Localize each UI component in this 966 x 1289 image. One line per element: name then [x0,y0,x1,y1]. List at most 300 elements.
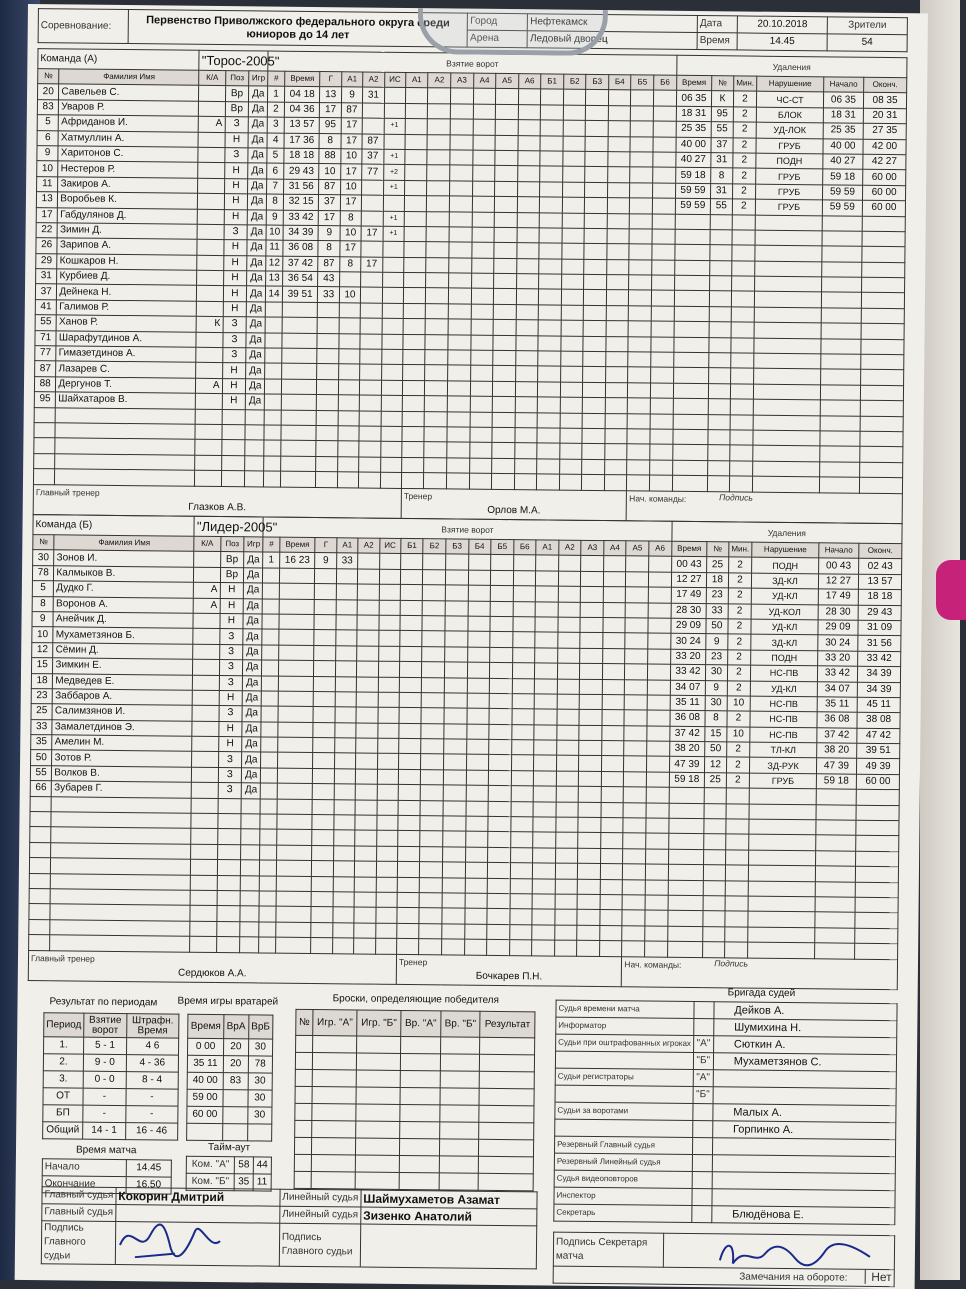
penalty-cell [703,896,725,912]
team-label: Команда (Б) [33,515,195,537]
player-played: Да [247,286,266,302]
periods-col-header: Взятие ворот [84,1013,127,1037]
onice-cell [443,847,466,863]
penalty-cell: ТЛ-КЛ [750,742,817,758]
onice-cell [398,769,421,785]
penalty-cell [710,291,732,307]
goal-cell [376,846,398,862]
head-coach-cell [33,484,401,518]
penalty-cell [675,214,711,230]
onice-cell [488,770,511,786]
table-row [187,1055,272,1073]
player-position: Н [222,363,246,379]
onice-cell [513,586,536,602]
onice-cell [562,197,585,213]
penalty-cell: 2 [727,665,751,681]
onice-cell [403,319,426,335]
onice-cell [559,443,582,459]
onice-cell [578,802,601,818]
penalty-cell: 2 [732,168,756,184]
goal-cell [378,661,400,677]
goal-cell [311,938,333,954]
onice-cell [604,475,627,491]
player-position: З [219,644,243,660]
onice-cell [473,135,496,151]
penalty-cell [754,369,821,385]
player-captain-mark [191,875,217,891]
player-number: 22 [36,223,58,239]
head-coach-cell [28,950,396,984]
goal-cell: 17 [341,118,363,134]
onice-cell [630,183,653,199]
coach-label: Тренер [398,956,428,967]
onice-cell [628,383,651,399]
game-protocol-sheet [15,4,928,1289]
onice-cell [652,229,675,245]
player-captain-mark [193,644,219,660]
goal-cell [317,410,339,426]
official-side [694,1002,714,1019]
onice-cell [471,242,494,258]
player-captain-mark [192,721,218,737]
goal-cell [264,456,281,472]
player-position: Вр [225,86,249,102]
onice-cell [647,695,670,711]
penalties-title: Удаления [672,521,903,543]
onice-cell [514,458,537,474]
penalty-cell [754,384,821,400]
player-captain-mark [192,736,218,752]
penalty-cell [730,399,754,415]
player-position: Вр [225,101,249,117]
onice-cell [424,427,447,443]
onice-cell [494,243,517,259]
onice-cell [399,677,422,693]
onice-cell [512,694,535,710]
goal-col-header: Б3 [586,74,609,90]
player-played: Да [241,783,260,799]
goal-cell [378,615,400,631]
onice-cell [602,694,625,710]
onice-cell [629,259,652,275]
onice-cell [419,908,442,924]
onice-cell [490,662,513,678]
penalty-cell: ЧС-СТ [757,92,824,108]
goal-cell [315,568,337,584]
penalty-cell: НС-ПВ [750,711,817,727]
player-number: 9 [32,612,54,628]
player-captain-mark [198,132,224,148]
onice-cell [449,227,472,243]
onice-cell [469,443,492,459]
onice-cell [562,213,585,229]
onice-cell [449,211,472,227]
goal-cell: 17 [361,226,383,242]
onice-cell [421,739,444,755]
onice-cell [537,459,560,475]
penalty-cell: 2 [732,199,756,215]
penalty-cell: 2 [728,557,752,573]
onice-cell [604,459,627,475]
match-time-title: Время матча [75,1144,137,1157]
penalty-cell [753,461,820,477]
onice-cell [582,444,605,460]
penalty-cell [749,835,816,851]
official-side [692,1121,712,1138]
table-row [43,1122,178,1140]
onice-cell [579,756,602,772]
goal-cell [281,425,317,441]
penalty-cell [731,322,755,338]
onice-cell [494,273,517,289]
onice-cell [557,709,580,725]
onice-cell [466,785,489,801]
penalty-cell: 25 [705,772,727,788]
goal-col-header: А4 [604,541,627,557]
shootout-cell [295,1052,312,1069]
player-name [50,889,190,906]
onice-cell [557,663,580,679]
onice-cell [540,135,563,151]
onice-cell [449,196,472,212]
shootout-cell [355,1172,399,1189]
onice-cell [495,104,518,120]
onice-cell [490,586,513,602]
team_b-protocol-table [28,514,903,990]
player-name [55,407,195,424]
onice-cell [402,396,425,412]
timeout-a-sec: 44 [253,1157,272,1174]
goal-col-header: А2 [358,538,380,554]
goal-cell [335,661,357,677]
goal-cell: 6 [267,163,284,179]
onice-cell [650,429,673,445]
player-number: 66 [30,781,52,797]
goal-cell: +1 [383,149,405,165]
onice-cell [601,833,624,849]
player-name: Шайхатаров В. [56,392,196,409]
penalty-cell [814,928,855,944]
goal-cell [317,395,339,411]
onice-cell [602,710,625,726]
goal-col-header: Время [280,537,316,553]
shootout-table [294,1009,536,1192]
city-label: Город [468,13,528,31]
goal-cell [313,768,335,784]
goal-cell [276,922,312,938]
onice-cell [628,398,651,414]
onice-cell [489,693,512,709]
penalty-cell [860,431,903,447]
official-role-label: Секретарь [554,1204,692,1222]
goal-cell [376,892,398,908]
penalty-cell: 2 [732,153,756,169]
head-coach-label: Главный тренер [30,952,95,964]
player-name: Салимзянов И. [52,704,192,721]
goal-cell: 17 [340,241,362,257]
onice-cell [402,442,425,458]
onice-cell [586,90,609,106]
player-captain-mark [193,629,219,645]
onice-cell [469,458,492,474]
onice-cell [471,258,494,274]
goal-cell [263,568,280,584]
penalty-cell [730,353,754,369]
shootout-cell [479,1156,534,1174]
goal-cell [377,800,399,816]
goal-cell: 8 [340,210,362,226]
onice-cell [578,848,601,864]
goal-cell [358,569,380,585]
player-number [30,796,52,812]
player-played: Да [242,691,261,707]
onice-cell [444,693,467,709]
onice-cell [467,678,490,694]
onice-cell [467,647,490,663]
goal-cell [280,456,316,472]
goal-col-header: А6 [518,74,541,90]
onice-cell [402,365,425,381]
onice-cell [608,121,631,137]
player-number: 26 [36,238,58,254]
penalty-cell [819,477,860,493]
player-name: Зарипов А. [57,238,197,255]
onice-cell [405,103,428,119]
goal-cell [261,706,278,722]
penalty-cell: ЗД-КЛ [752,573,819,589]
onice-cell [629,290,652,306]
player-name: Анейчик Д. [53,612,193,629]
goal-cell [260,783,277,799]
onice-cell [626,572,649,588]
onice-cell [653,152,676,168]
onice-cell [535,601,558,617]
player-number: 13 [36,192,58,208]
goal-cell [279,630,315,646]
penalty-cell: 10 [726,727,750,743]
player-name [51,858,191,875]
onice-cell [555,832,578,848]
penalty-cell [731,291,755,307]
player-name: Уваров Р. [59,100,199,117]
onice-cell [425,411,448,427]
goal-cell: 13 [266,271,283,287]
onice-cell [605,444,628,460]
player-captain-mark: К [196,317,222,333]
shootout-col-header: Игр. "Б" [357,1010,401,1036]
onice-cell [471,304,494,320]
onice-cell [510,878,533,894]
onice-cell [470,366,493,382]
col-header: Поз [220,537,244,553]
goal-col-header: А5 [496,73,519,89]
goal-cell [360,349,382,365]
onice-cell [398,831,421,847]
onice-cell [423,569,446,585]
periods-title: Результат по периодам [49,996,158,1009]
goal-cell [261,691,278,707]
penalty-cell [731,245,755,261]
official-side [692,1138,712,1155]
goal-cell: 1 [263,552,280,568]
goal-col-header: А6 [649,541,672,557]
player-captain-mark [191,844,217,860]
penalty-cell [861,293,904,309]
goal-col-header: А1 [337,538,359,554]
head-coach-label: Главный тренер [35,486,100,498]
onice-cell [532,878,555,894]
onice-cell [649,475,672,491]
penalty-cell: 59 59 [675,198,711,214]
shootout-cell [401,1053,441,1070]
penalty-cell: 33 42 [858,651,901,667]
coach-name: Бочкарев П.Н. [475,970,543,982]
penalty-cell: 28 30 [671,603,707,619]
shootout-cell [294,1137,311,1154]
officials-title: Бригада судей [727,987,796,1000]
onice-cell [534,709,557,725]
player-captain-mark [199,86,225,102]
penalty-cell: УД-КЛ [751,681,818,697]
shootout-header-row [296,1009,535,1038]
onice-cell [647,710,670,726]
goal-cell [313,722,335,738]
onice-cell [652,183,675,199]
penalty-cell [861,339,904,355]
player-position [221,440,245,456]
onice-cell [578,787,601,803]
player-name: Сёмин Д. [53,643,193,660]
goal-cell [282,302,318,318]
penalty-cell [862,216,905,232]
player-played: Да [247,240,266,256]
goal-cell [357,615,379,631]
player-number [30,842,52,858]
goal-cell: 8 [340,256,362,272]
goal-cell [261,752,278,768]
onice-cell [448,365,471,381]
penalty-cell [725,819,749,835]
goal-cell [314,691,336,707]
shootout-col-header: Результат [480,1011,535,1038]
goal-col-header: А1 [406,72,429,88]
onice-cell [511,740,534,756]
onice-cell [490,632,513,648]
onice-cell [494,227,517,243]
time-value: 14.45 [737,33,827,51]
goal-cell [262,676,279,692]
penalty-cell: 27 35 [863,123,906,139]
penalty-cell [748,927,815,943]
onice-cell [608,152,631,168]
player-captain-mark [194,567,220,583]
col-header: Фамилия Имя [59,69,199,86]
onice-cell [622,895,645,911]
goal-cell: 14 [266,286,283,302]
onice-cell [606,352,629,368]
onice-cell [509,940,532,956]
player-position: Н [218,721,242,737]
player-played [245,425,264,441]
onice-cell [511,724,534,740]
penalty-cell [820,400,861,416]
player-name: Дергунов Т. [56,377,196,394]
shootout-cell [295,1069,312,1086]
time-label: Время [697,33,737,50]
chief-label: Нач. команды: [624,958,682,970]
onice-cell [511,801,534,817]
onice-cell [578,864,601,880]
onice-cell [445,647,468,663]
penalty-cell: 25 [707,557,729,573]
onice-cell [582,413,605,429]
onice-cell [601,802,624,818]
onice-cell [580,602,603,618]
shootout-cell [312,1121,356,1138]
player-position: З [224,148,248,164]
onice-cell [445,631,468,647]
penalty-cell [673,368,709,384]
goal-cell [382,257,404,273]
onice-cell [428,103,451,119]
player-captain-mark [198,193,224,209]
player-number: 31 [36,269,58,285]
penalty-cell [754,307,821,323]
penalty-cell [673,337,709,353]
onice-cell [449,181,472,197]
shootout-cell [312,1070,356,1087]
penalty-cell [816,804,857,820]
goalie-cell [223,1090,248,1107]
onice-cell [515,381,538,397]
goal-cell [281,379,317,395]
onice-cell [489,739,512,755]
penalty-cell [816,820,857,836]
onice-cell [447,427,470,443]
penalty-cell: 47 39 [816,758,857,774]
goal-cell [362,103,384,119]
onice-cell [402,457,425,473]
goalie-cell [223,1107,248,1124]
onice-cell [467,631,490,647]
goal-cell: 33 [336,553,358,569]
penalty-cell [749,819,816,835]
table-row [44,1037,179,1055]
player-number: 35 [31,735,53,751]
onice-cell [539,274,562,290]
onice-cell [561,320,584,336]
onice-cell [465,893,488,909]
onice-cell [646,772,669,788]
goalie-cell: 59 00 [187,1089,223,1106]
onice-cell [450,150,473,166]
penalty-cell [668,895,704,911]
penalties-title: Удаления [676,55,907,77]
onice-cell [558,586,581,602]
official-name [712,1138,895,1157]
onice-cell [428,119,451,135]
player-captain-mark: А [199,116,225,132]
onice-cell [607,167,630,183]
goal-cell [339,318,361,334]
goal-cell [277,768,313,784]
onice-cell [538,320,561,336]
onice-cell [487,878,510,894]
onice-cell [533,863,556,879]
onice-cell [532,925,555,941]
shootout-cell [295,1086,312,1103]
penalty-cell: 55 [711,122,733,138]
